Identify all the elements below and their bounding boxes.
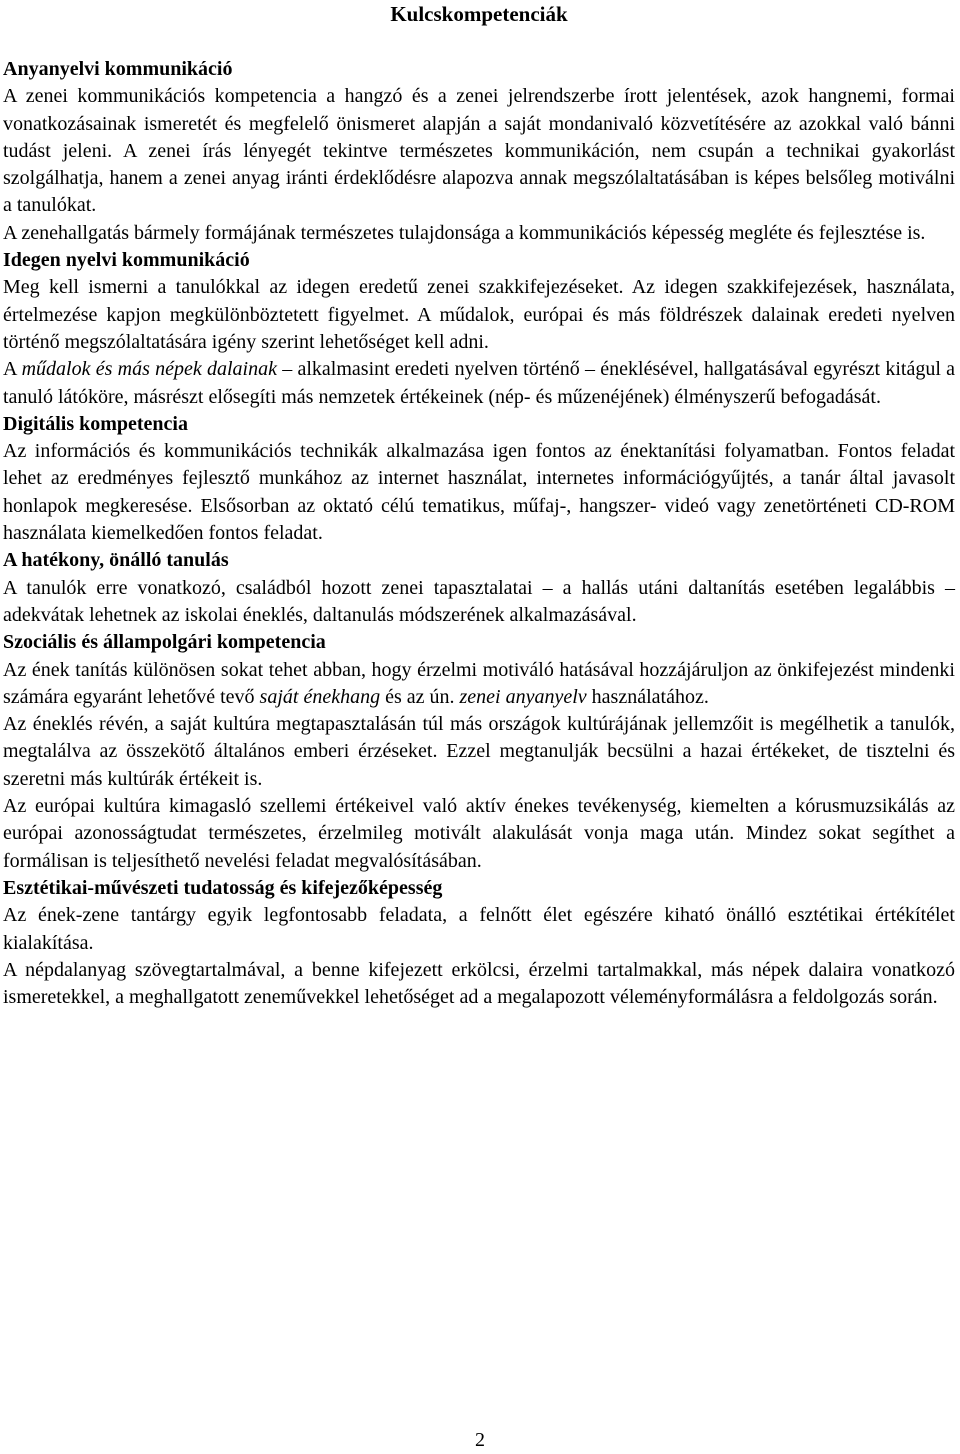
section-heading-idegen-nyelvi: Idegen nyelvi kommunikáció: [3, 249, 250, 272]
paragraph: A tanulók erre vonatkozó, családból hozott zenei tapasztalatai – a hallás utáni daltanítás esetében legalábbis – adekvátak lehetnek az iskolai éneklés, daltanulás módszerének alkalmazásával.: [3, 576, 955, 626]
document-page: [3, 0, 955, 1011]
page-number: 2: [475, 1429, 485, 1451]
section-heading-hatekony-tanulas: A hatékony, önálló tanulás: [3, 549, 229, 572]
text-run: használatához.: [586, 685, 709, 708]
document-title: Kulcskompetenciák: [390, 2, 568, 26]
text-run: A: [3, 358, 22, 381]
italic-text: saját énekhang: [259, 685, 381, 708]
paragraph: Az ének-zene tantárgy egyik legfontosabb feladata, a felnőtt élet egészére kiható önálló esztétikai értékítélet kialakítása.: [3, 904, 955, 954]
text-run: – alkalmasint eredeti nyelven történő – éneklésével, hallgatásával egyrészt kitágul a tanuló látóköre, másrészt elősegíti más nemzetek értékeinek (nép- és műzenéjének) élményszerű befogadását.: [3, 358, 956, 408]
text-run: Az ének tanítás különösen sokat tehet abban, hogy érzelmi motiváló hatásával hozzájáruljon az önkifejezést mindenki számára egyaránt lehetővé tevő: [3, 658, 955, 708]
italic-text: zenei anyanyelv: [459, 685, 587, 708]
paragraph: Az európai kultúra kimagasló szellemi értékeivel való aktív énekes tevékenység, kiemelten a kórusmuzsikálás az európai azonosságtudat természetes, érzelmileg motivált alakulását vonja maga után. Mindez sokat segíthet a formálisan is teljesíthető nevelési feladat megvalósításában.: [3, 795, 955, 872]
paragraph: Meg kell ismerni a tanulókkal az idegen eredetű zenei szakkifejezéseket. Az idegen szakkifejezések, használata, értelmezése kapjon megkülönböztetett figyelmet. A műdalok, európai és más földrészek dalainak eredeti nyelven történő megszólaltatására igény szerint lehetőséget kell adni.: [3, 276, 955, 353]
italic-text: műdalok és más népek dalainak: [21, 358, 277, 381]
section-heading-digitalis: Digitális kompetencia: [3, 412, 188, 435]
paragraph: Az információs és kommunikációs technikák alkalmazása igen fontos az énektanítási folyamatban. Fontos feladat lehet az eredményes fejlesztő munkához az internet használat, internetes információgyűjtés, a tanár által javasolt honlapok megkeresése. Elsősorban az oktató célú tematikus, műfaj-, hangszer- videó vagy zenetörténeti CD-ROM használata kiemelkedően fontos feladat.: [3, 440, 955, 545]
paragraph: A népdalanyag szövegtartalmával, a benne kifejezett erkölcsi, érzelmi tartalmakkal, más népek dalaira vonatkozó ismeretekkel, a meghallgatott zeneművekkel lehetőséget ad a megalapozott véleményformálásra a feldolgozás során.: [3, 958, 955, 1009]
paragraph-mixed: [3, 657, 955, 712]
section-heading-esztetikai: Esztétikai-művészeti tudatosság és kifejezőképesség: [3, 876, 443, 899]
text-run: és az ún.: [380, 685, 460, 708]
paragraph-mixed: [3, 356, 955, 411]
section-heading-anyanyelvi: Anyanyelvi kommunikáció: [3, 58, 233, 80]
paragraph: Az éneklés révén, a saját kultúra megtapasztalásán túl más országok kultúrájának jellemzőit is megélhetik a tanulók, megtalálva az összekötő általános emberi érzéseket. Ezzel megtanulják becsülni a hazai értékeket, de tisztelni és szeretni más kultúrák értékeit is.: [3, 713, 955, 790]
paragraph: A zenehallgatás bármely formájának természetes tulajdonsága a kommunikációs képesség megléte és fejlesztése is.: [3, 221, 926, 244]
paragraph: A zenei kommunikációs kompetencia a hangzó és a zenei jelrendszerbe írott jelentések, azok hangnemi, formai vonatkozásainak ismeretét és megfelelő önismeret alapján a saját mondanivaló közvetítésére az azokkal való bánni tudást jeleni. A zenei írás lényegét tekintve természetes kommunikáción, nem csupán a technikai gyakorlást szolgálhatja, hanem a zenei anyag iránti érdeklődésre alapozva annak megszólaltatásában is képes belsőleg motiválni a tanulókat.: [3, 85, 955, 217]
section-heading-szocialis: Szociális és állampolgári kompetencia: [3, 631, 326, 654]
